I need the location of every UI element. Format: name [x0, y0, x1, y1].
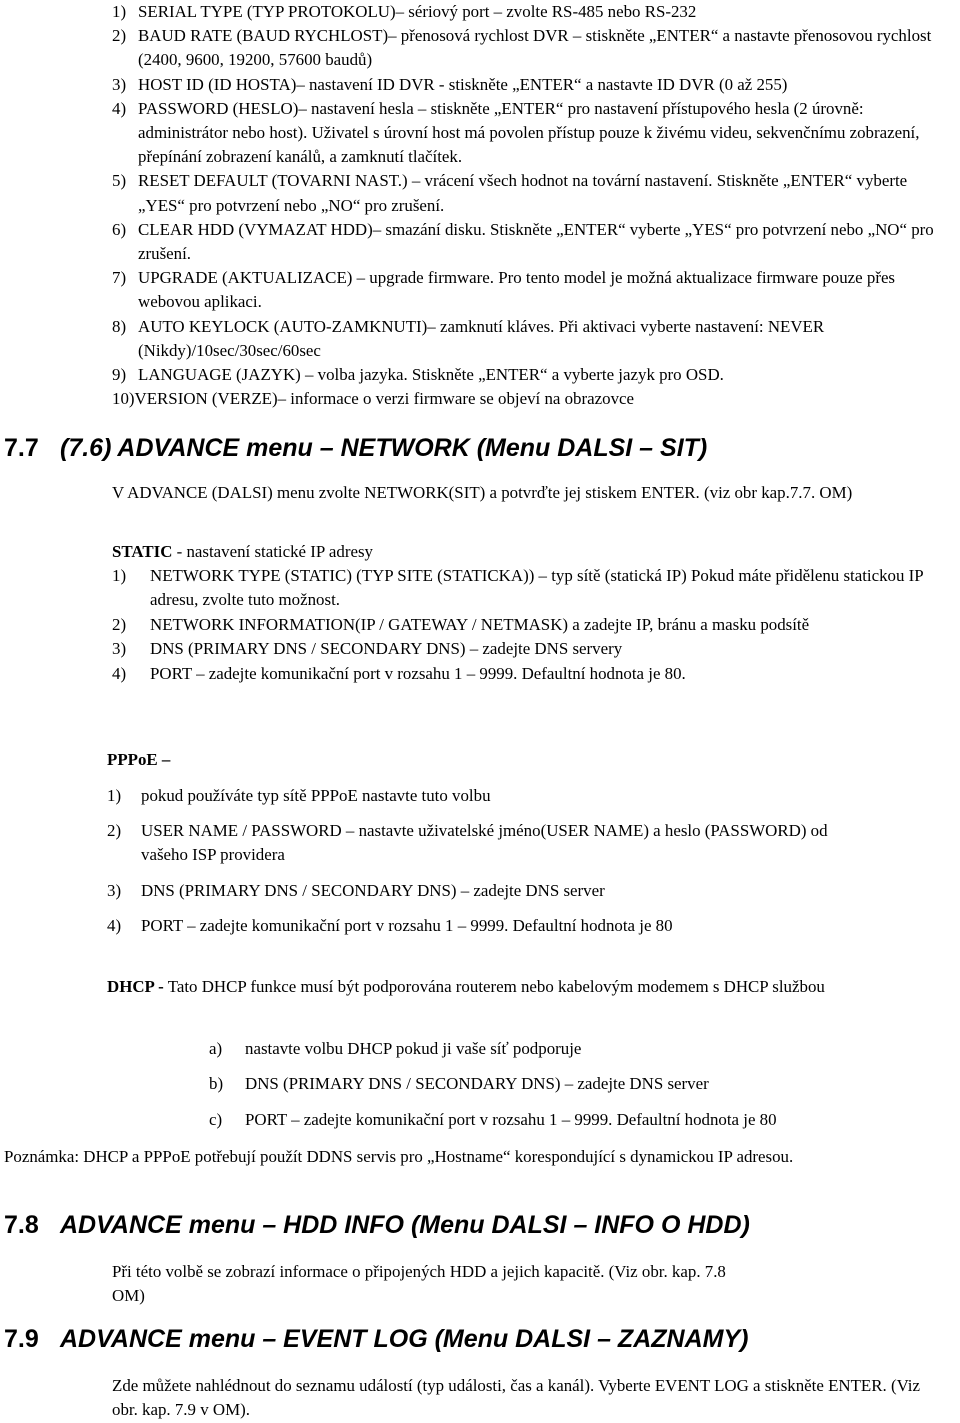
list-item: 3) DNS (PRIMARY DNS / SECONDARY DNS) – zadejte DNS servery [112, 639, 623, 659]
list-item: 9) LANGUAGE (JAZYK) – volba jazyka. Stiskněte „ENTER“ a vyberte jazyk pro OSD. [112, 365, 724, 385]
list-item: 4) PASSWORD (HESLO)– nastavení hesla – stiskněte „ENTER“ pro nastavení přístupového hesla (2 úrovně: administrátor nebo host). Uživatel s úrovní host má povolen přístup pouze k živému videu, sekvenčnímu zobrazení, přepínání zobrazení kanálů, a zamknutí tlačítek. [112, 98, 920, 167]
list-item: 6) CLEAR HDD (VYMAZAT HDD)– smazání disku. Stiskněte „ENTER“ vyberte „YES“ pro potvrzení nebo „NO“ pro zrušení. [112, 219, 934, 264]
list-item: 7) UPGRADE (AKTUALIZACE) – upgrade firmware. Pro tento model je možná aktualizace firmware pouze přes webovou aplikaci. [112, 268, 896, 312]
static-list [112, 564, 957, 686]
static-heading: STATIC - nastavení statické IP adresy [112, 542, 373, 561]
list-item: 8) AUTO KEYLOCK (AUTO-ZAMKNUTI)– zamknutí kláves. Při aktivaci vyberte nastavení: NEVER (Nikdy)/10sec/30sec/60sec [112, 316, 825, 360]
pppoe-heading: PPPoE – [107, 750, 171, 769]
list-item: 10)VERSION (VERZE)– informace o verzi firmware se objeví na obrazovce [112, 389, 635, 409]
settings-list [112, 0, 957, 411]
list-item: 1) NETWORK TYPE (STATIC) (TYP SITE (STATICKA)) – typ sítě (statická IP) Pokud máte přidělenu statickou IP adresu, zvolte tuto možnost. [112, 566, 924, 610]
section-heading-7-9: 7.9 ADVANCE menu – EVENT LOG (Menu DALSI – ZAZNAMY) [4, 1325, 749, 1353]
dhcp-item-a: a) nastavte volbu DHCP pokud ji vaše síť podporuje [209, 1039, 582, 1058]
list-item: 4) PORT – zadejte komunikační port v rozsahu 1 – 9999. Defaultní hodnota je 80. [112, 663, 686, 683]
pppoe-item-2: 2) USER NAME / PASSWORD – nastavte uživatelské jméno(USER NAME) a heslo (PASSWORD) od vašeho ISP providera [107, 821, 828, 864]
pppoe-item-4: 4) PORT – zadejte komunikační port v rozsahu 1 – 9999. Defaultní hodnota je 80 [107, 916, 673, 935]
note: Poznámka: DHCP a PPPoE potřebují použít DDNS servis pro „Hostname“ korespondující s dynamickou IP adresou. [4, 1147, 794, 1166]
list-item: 5) RESET DEFAULT (TOVARNI NAST.) – vrácení všech hodnot na tovární nastavení. Stiskněte „ENTER“ vyberte „YES“ pro potvrzení nebo „NO“ pro zrušení. [112, 171, 908, 215]
list-item: 1) SERIAL TYPE (TYP PROTOKOLU)– sériový port – zvolte RS-485 nebo RS-232 [112, 2, 697, 21]
list-item: 3) HOST ID (ID HOSTA)– nastavení ID DVR - stiskněte „ENTER“ a nastavte ID DVR (0 až 255) [112, 74, 788, 94]
hdd-info-body: Při této volbě se zobrazí informace o připojených HDD a jejich kapacitě. (Viz obr. kap. 7.8 OM) [112, 1262, 726, 1306]
list-item: 2) NETWORK INFORMATION(IP / GATEWAY / NETMASK) a zadejte IP, bránu a masku podsítě [112, 614, 810, 634]
dhcp-item-b: b) DNS (PRIMARY DNS / SECONDARY DNS) – zadejte DNS server [209, 1074, 709, 1093]
network-intro: V ADVANCE (DALSI) menu zvolte NETWORK(SIT) a potvrďte jej stiskem ENTER. (viz obr kap.7.7. OM) [112, 483, 853, 502]
event-log-body: Zde můžete nahlédnout do seznamu událostí (typ události, čas a kanál). Vyberte EVENT LOG a stiskněte ENTER. (Viz obr. kap. 7.9 v OM). [112, 1376, 920, 1420]
list-item: 2) BAUD RATE (BAUD RYCHLOST)– přenosová rychlost DVR – stiskněte „ENTER“ a nastavte přenosovou rychlost (2400, 9600, 19200, 57600 baudů) [112, 26, 932, 70]
section-heading-7-7: 7.7 (7.6) ADVANCE menu – NETWORK (Menu DALSI – SIT) [4, 434, 708, 462]
dhcp-item-c: c) PORT – zadejte komunikační port v rozsahu 1 – 9999. Defaultní hodnota je 80 [209, 1110, 777, 1129]
pppoe-item-1: 1) pokud používáte typ sítě PPPoE nastavte tuto volbu [107, 786, 491, 805]
dhcp-heading: DHCP - Tato DHCP funkce musí být podporována routerem nebo kabelovým modemem s DHCP službou [107, 977, 825, 996]
section-heading-7-8: 7.8 ADVANCE menu – HDD INFO (Menu DALSI – INFO O HDD) [4, 1211, 750, 1239]
pppoe-item-3: 3) DNS (PRIMARY DNS / SECONDARY DNS) – zadejte DNS server [107, 881, 605, 900]
